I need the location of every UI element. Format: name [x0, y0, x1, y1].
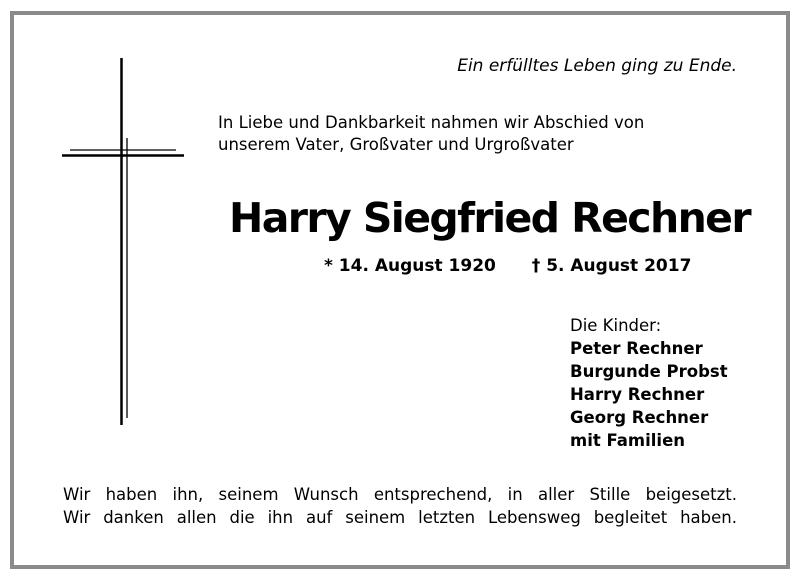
tagline: Ein erfülltes Leben ging zu Ende.	[457, 56, 737, 76]
deceased-name: Harry Siegfried Rechner	[229, 194, 750, 242]
birth-date: * 14. August 1920	[324, 256, 496, 276]
intro-line: unserem Vater, Großvater und Urgroßvater	[218, 135, 574, 154]
closing-text	[63, 483, 737, 529]
life-dates	[324, 256, 691, 276]
family-label: Die Kinder:	[570, 316, 662, 335]
family-member: Georg Rechner	[570, 408, 709, 427]
family-member: Burgunde Probst	[570, 362, 728, 381]
intro-line: In Liebe und Dankbarkeit nahmen wir Abschied von	[218, 113, 645, 132]
family-member: Harry Rechner	[570, 385, 705, 404]
family-member: Peter Rechner	[570, 339, 703, 358]
closing-line: Wir haben ihn, seinem Wunsch entsprechend, in aller Stille beigesetzt.	[63, 485, 737, 504]
intro-text	[218, 112, 736, 156]
family-member: mit Familien	[570, 431, 686, 450]
closing-line: Wir danken allen die ihn auf seinem letzten Lebensweg begleitet haben.	[63, 508, 737, 527]
family-list	[570, 314, 728, 452]
death-date: † 5. August 2017	[531, 256, 692, 276]
